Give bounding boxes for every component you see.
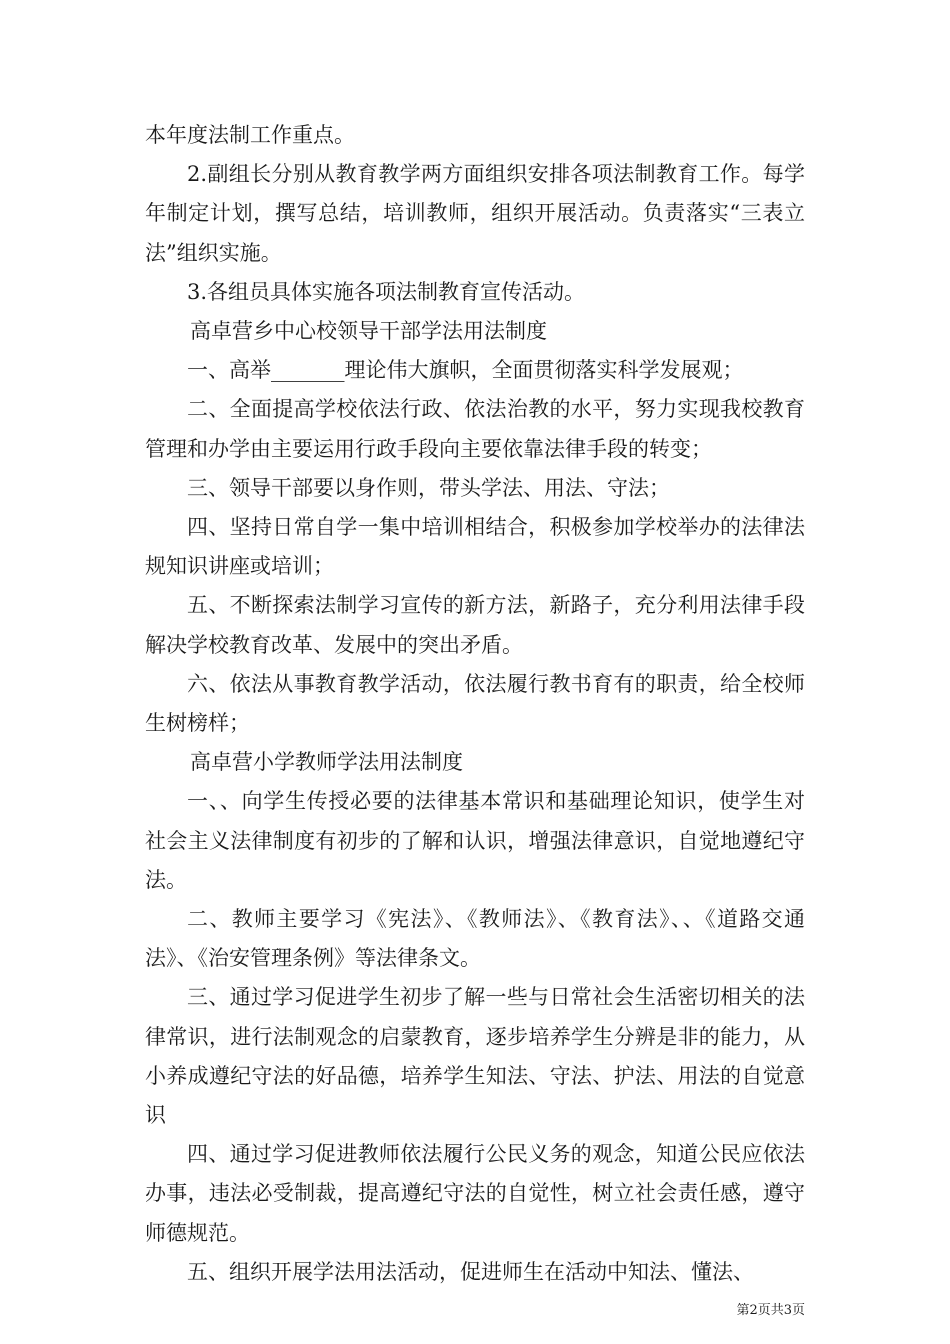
paragraph-item-3: 3.各组员具体实施各项法制教育宣传活动。 xyxy=(187,279,586,304)
teachers-rule-2: 二、教师主要学习《宪法》、《教师法》、《教育法》、、《道路交通法》、《治安管理条例》等法律条文。 xyxy=(145,907,805,971)
page-number-footer: 第2页共3页 xyxy=(736,1303,805,1318)
leaders-rule-6: 六、依法从事教育教学活动，依法履行教书育有的职责，给全校师生树榜样； xyxy=(145,671,805,736)
paragraph-item-2: 2.副组长分别从教育教学两方面组织安排各项法制教育工作。每学年制定计划，撰写总结，培训教师，组织开展活动。负责落实“三表立法”组织实施。 xyxy=(145,162,805,265)
document-body xyxy=(145,116,805,1292)
leaders-rule-1: 一、高举_______理论伟大旗帜，全面贯彻落实科学发展观； xyxy=(187,358,744,383)
leaders-rule-3: 三、领导干部要以身作则，带头学法、用法、守法； xyxy=(187,475,670,500)
teachers-rule-3: 三、通过学习促进学生初步了解一些与日常社会生活密切相关的法律常识，进行法制观念的启蒙教育，逐步培养学生分辨是非的能力，从小养成遵纪守法的好品德，培养学生知法、守法、护法、用法的自觉意识 xyxy=(145,985,805,1128)
teachers-rule-5: 五、组织开展学法用法活动，促进师生在活动中知法、懂法、 xyxy=(187,1259,754,1284)
leaders-rule-4: 四、坚持日常自学一集中培训相结合，积极参加学校举办的法律法规知识讲座或培训； xyxy=(145,515,805,579)
section-title-leaders: 高卓营乡中心校领导干部学法用法制度 xyxy=(190,319,547,344)
paragraph-continuation: 本年度法制工作重点。 xyxy=(145,123,355,147)
leaders-rule-2: 二、全面提高学校依法行政、依法治教的水平，努力实现我校教育管理和办学由主要运用行政手段向主要依靠法律手段的转变； xyxy=(145,397,805,461)
teachers-rule-4: 四、通过学习促进教师依法履行公民义务的观念，知道公民应依法办事，违法必受制裁，提高遵纪守法的自觉性，树立社会责任感，遵守师德规范。 xyxy=(145,1142,805,1245)
section-title-teachers: 高卓营小学教师学法用法制度 xyxy=(190,750,463,775)
leaders-rule-5: 五、不断探索法制学习宣传的新方法，新路子，充分利用法律手段解决学校教育改革、发展中的突出矛盾。 xyxy=(145,593,805,657)
teachers-rule-1: 一、、向学生传授必要的法律基本常识和基础理论知识，使学生对社会主义法律制度有初步的了解和认识，增强法律意识，自觉地遵纪守法。 xyxy=(145,789,805,892)
